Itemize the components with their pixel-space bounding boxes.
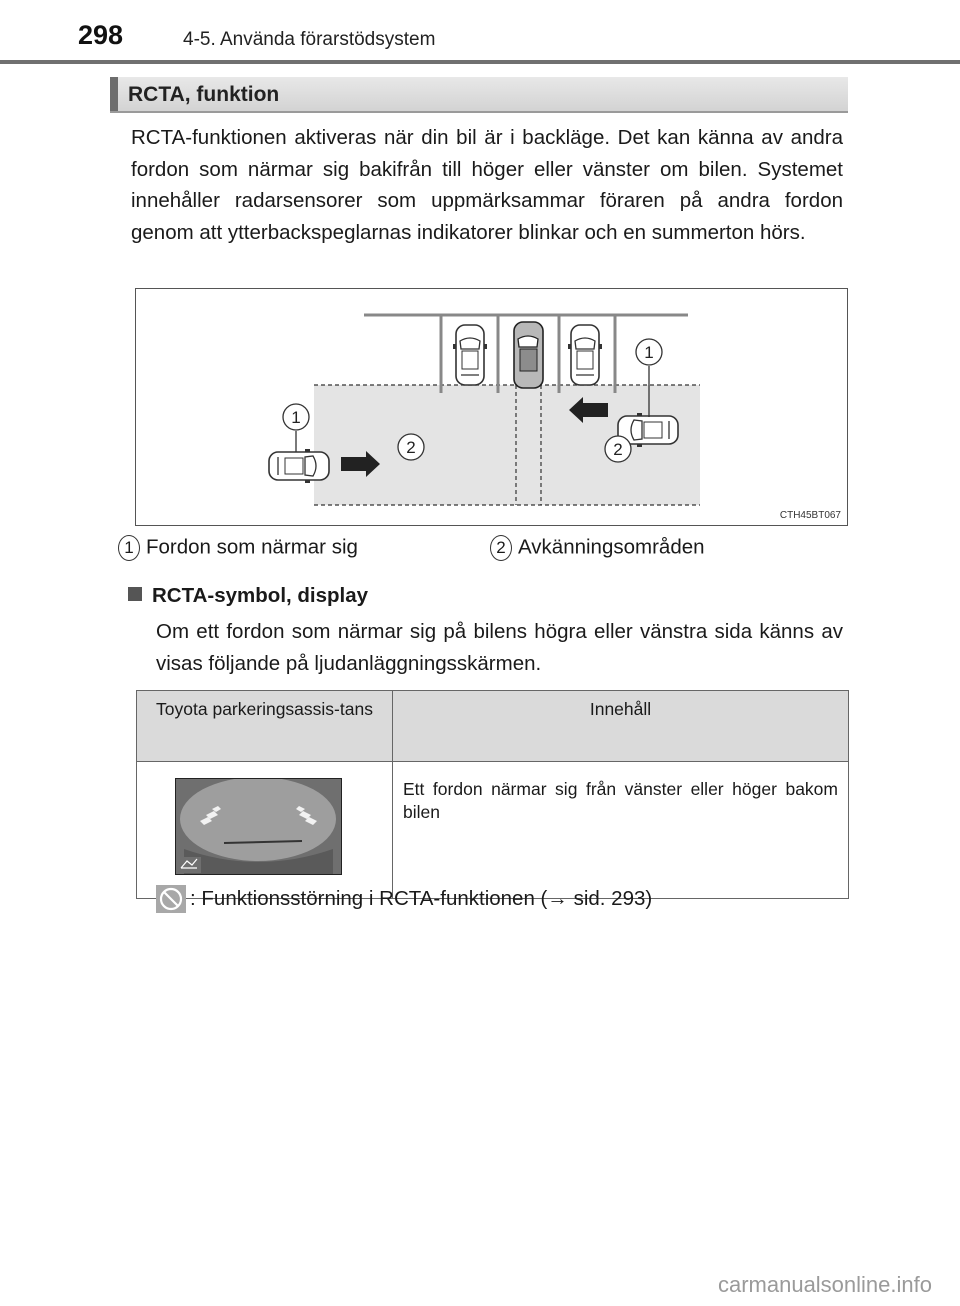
- display-description-cell: Ett fordon närmar sig från vänster eller höger bakom bilen: [393, 762, 849, 899]
- legend-text: Fordon som närmar sig: [146, 535, 358, 559]
- rcta-display-table: [136, 690, 849, 899]
- callout-area-right: 2: [613, 440, 623, 459]
- rcta-illustration: [135, 288, 848, 526]
- figure-code: CTH45BT067: [779, 510, 841, 521]
- legend-item-vehicle: [118, 535, 358, 561]
- section-title: RCTA, funktion: [128, 83, 280, 106]
- parking-assist-screen: [175, 778, 342, 875]
- rcta-malfunction-icon: [156, 885, 186, 919]
- page-number: 298: [78, 20, 124, 50]
- malfunction-note: [156, 885, 652, 919]
- legend-text: Avkänningsområden: [518, 535, 705, 559]
- table-header-row: [137, 691, 849, 762]
- bullet-square-icon: [128, 587, 142, 601]
- section-heading-accent: [110, 77, 118, 111]
- legend-number: 1: [118, 535, 140, 561]
- callout-vehicle-left: 1: [291, 408, 301, 427]
- table-header-display: Toyota parkeringsassis-tans: [137, 691, 393, 762]
- watermark-text: carmanualsonline.info: [717, 1272, 932, 1297]
- parking-lot-diagram: [136, 289, 847, 525]
- rcta-screen-graphic: [176, 779, 341, 874]
- legend-item-area: [490, 535, 705, 561]
- intro-paragraph: RCTA-funktionen aktiveras när din bil är i backläge. Det kan känna av andra fordon som närmar sig bakifrån till höger eller vänster om bilen. Systemet innehåller radarsensorer som uppmärksammar föraren på andra fordon genom att ytterbackspeglarnas indikatorer blinkar och en summerton hörs.: [131, 126, 843, 244]
- legend-number: 2: [490, 535, 512, 561]
- header-rule: [0, 60, 960, 64]
- table-row: [137, 762, 849, 899]
- subsection-paragraph: Om ett fordon som närmar sig på bilens högra eller vänstra sida känns av visas följande på ljudanläggningsskärmen.: [156, 620, 843, 675]
- subsection-heading: [128, 584, 368, 608]
- display-image-cell: [137, 762, 393, 899]
- callout-area-left: 2: [406, 438, 416, 457]
- section-heading-bar: [110, 77, 848, 113]
- chapter-title: 4-5. Använda förarstödsystem: [183, 29, 436, 50]
- table-header-content: Innehåll: [393, 691, 849, 762]
- malfunction-note-text: : Funktionsstörning i RCTA-funktionen (→ sid. 293): [190, 887, 653, 910]
- callout-vehicle-right: 1: [644, 343, 654, 362]
- subsection-title: RCTA-symbol, display: [152, 584, 369, 607]
